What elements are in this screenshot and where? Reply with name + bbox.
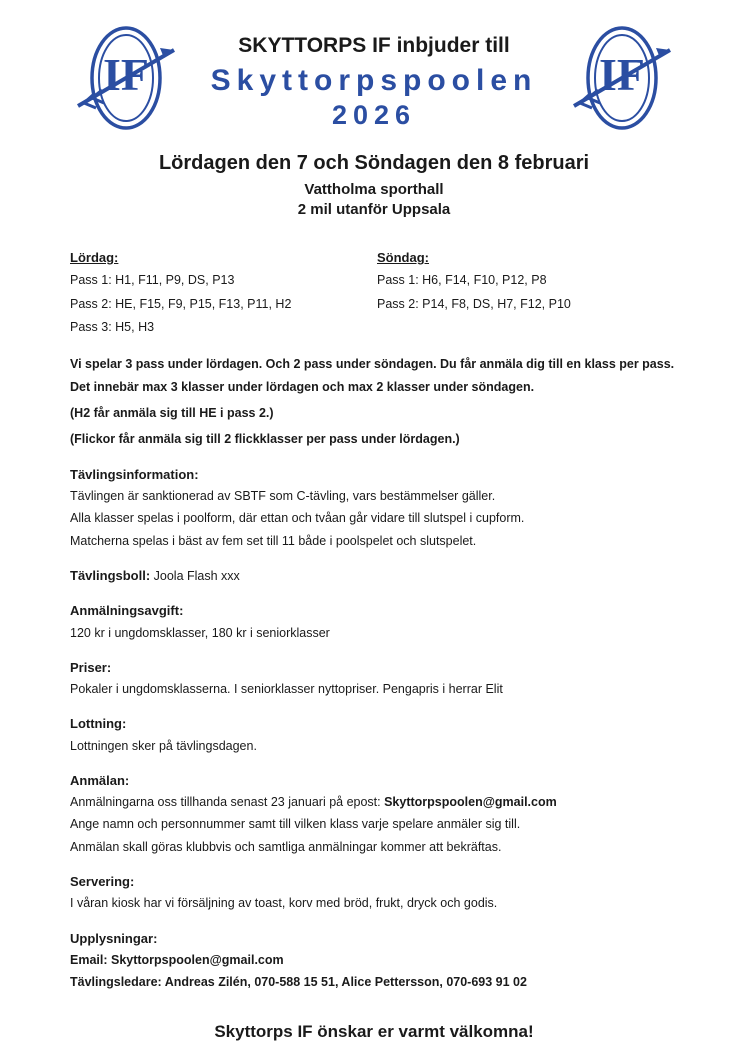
draw-line-1: Lottningen sker på tävlingsdagen. — [70, 738, 257, 753]
saturday-pass-1: Pass 1: H1, F11, P9, DS, P13 — [70, 273, 235, 288]
fee-title: Anmälningsavgift: — [70, 603, 184, 619]
event-location: 2 mil utanför Uppsala — [297, 201, 451, 218]
document-header — [0, 0, 748, 150]
registration-title: Anmälan: — [70, 772, 130, 788]
event-subheader — [0, 152, 748, 218]
competition-info-line-2: Alla klasser spelas i poolform, där ettan och tvåan går vidare till slutspel i cupform. — [70, 511, 525, 526]
saturday-title: Lördag: — [70, 250, 119, 265]
saturday-pass-3: Pass 3: H5, H3 — [70, 319, 155, 334]
event-title: Skyttorpspoolen — [210, 64, 538, 97]
invitation-line: SKYTTORPS IF inbjuder till — [238, 34, 510, 57]
registration-line-2: Ange namn och personnummer samt till vilken klass varje spelare anmäler sig till. — [70, 817, 521, 832]
schedule-sunday — [371, 248, 678, 341]
section-prizes — [70, 658, 678, 700]
prizes-title: Priser: — [70, 659, 112, 675]
competition-info-title: Tävlingsinformation: — [70, 466, 199, 482]
schedule-columns — [70, 248, 678, 341]
saturday-pass-2: Pass 2: HE, F15, F9, P15, F13, P11, H2 — [70, 296, 292, 311]
schedule-saturday — [70, 248, 371, 341]
registration-line-1 — [70, 793, 678, 812]
event-year: 2026 — [331, 100, 417, 130]
rule-line-2: Det innebär max 3 klasser under lördagen och max 2 klasser under söndagen. — [70, 379, 535, 394]
ball-value: Joola Flash xxx — [153, 569, 240, 584]
serving-title: Servering: — [70, 874, 135, 890]
info-email-line[interactable]: Email: Skyttorpspoolen@gmail.com — [70, 952, 284, 967]
rule-line-3: (H2 får anmäla sig till HE i pass 2.) — [70, 406, 274, 421]
section-fee — [70, 601, 678, 643]
ball-line — [70, 566, 678, 586]
registration-email[interactable]: Skyttorpspoolen@gmail.com — [384, 795, 557, 810]
section-competition-info — [70, 465, 678, 551]
competition-info-line-1: Tävlingen är sanktionerad av SBTF som C-tävling, vars bestämmelser gäller. — [70, 488, 496, 503]
rule-line-4: (Flickor får anmäla sig till 2 flickklasser per pass under lördagen.) — [70, 432, 460, 447]
fee-line-1: 120 kr i ungdomsklasser, 180 kr i seniorklasser — [70, 625, 330, 640]
svg-text:IF: IF — [599, 49, 645, 100]
event-dates: Lördagen den 7 och Söndagen den 8 februari — [158, 152, 590, 174]
rule-line-1: Vi spelar 3 pass under lördagen. Och 2 pass under söndagen. Du får anmäla dig till en klass per pass. — [70, 357, 675, 372]
section-registration — [70, 771, 678, 857]
section-serving — [70, 872, 678, 914]
svg-text:IF: IF — [103, 49, 149, 100]
club-logo-right — [570, 22, 674, 134]
competition-info-line-3: Matcherna spelas i bäst av fem set till 11 både i poolspelet och slutspelet. — [70, 533, 477, 548]
event-venue: Vattholma sporthall — [304, 181, 444, 198]
sunday-pass-1: Pass 1: H6, F14, F10, P12, P8 — [377, 273, 547, 288]
participation-rules — [70, 355, 678, 450]
sunday-pass-2: Pass 2: P14, F8, DS, H7, F12, P10 — [377, 296, 571, 311]
info-title: Upplysningar: — [70, 930, 158, 946]
section-draw — [70, 714, 678, 756]
title-block — [190, 34, 558, 131]
club-logo-left — [74, 22, 178, 134]
section-ball — [70, 566, 678, 586]
document-body — [70, 248, 678, 1045]
prizes-line-1: Pokaler i ungdomsklasserna. I seniorklasser nyttopriser. Pengapris i herrar Elit — [70, 682, 503, 697]
registration-deadline-text: Anmälningarna oss tillhanda senast 23 januari på epost: — [70, 795, 385, 810]
registration-line-3: Anmälan skall göras klubbvis och samtliga anmälningar kommer att bekräftas. — [70, 839, 502, 854]
draw-title: Lottning: — [70, 716, 127, 732]
welcome-footer: Skyttorps IF önskar er varmt välkomna! — [214, 1021, 534, 1041]
info-leader-line: Tävlingsledare: Andreas Zilén, 070-588 15 51, Alice Pettersson, 070-693 91 02 — [70, 975, 527, 990]
ball-title: Tävlingsboll: — [70, 568, 151, 584]
section-info — [70, 929, 678, 993]
serving-line-1: I våran kiosk har vi försäljning av toast, korv med bröd, frukt, dryck och godis. — [70, 896, 498, 911]
sunday-title: Söndag: — [377, 250, 429, 265]
